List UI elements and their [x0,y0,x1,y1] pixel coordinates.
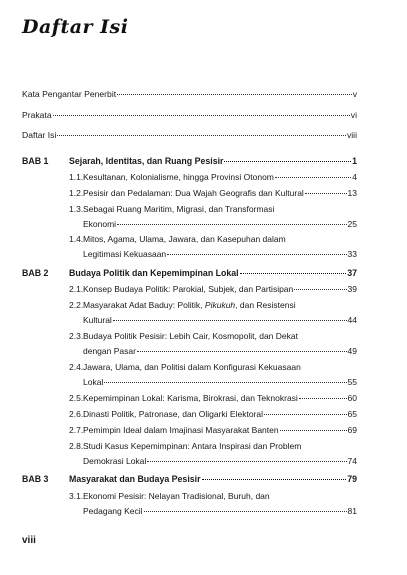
dot-leader [202,479,347,480]
toc-chapter-1[interactable]: BAB 1 Sejarah, Identitas, dan Ruang Pesisir 1 [22,156,357,166]
dot-leader [264,414,347,415]
dot-leader [57,135,346,136]
toc-section-2-5[interactable]: 2.5. Kepemimpinan Lokal: Karisma, Birokrasi, dan Teknokrasi 60 [69,393,357,403]
toc-section-1-1[interactable]: 1.1. Kesultanan, Kolonialisme, hingga Provinsi Otonom 4 [69,172,357,182]
dot-leader [224,161,351,162]
toc-entry-daftar-isi[interactable]: Daftar Isi viii [22,130,357,140]
toc-section-2-7[interactable]: 2.7. Pemimpin Ideal dalam Imajinasi Masyarakat Banten 69 [69,425,357,435]
toc-entry-prakata[interactable]: Prakata vi [22,110,357,120]
dot-leader [137,351,347,352]
dot-leader [117,224,346,225]
toc-section-2-1[interactable]: 2.1. Konsep Budaya Politik: Parokial, Subjek, dan Partisipan 39 [69,284,357,294]
dot-leader [167,254,346,255]
dot-leader [104,382,346,383]
toc-section-3-1[interactable]: 3.1. Ekonomi Pesisir: Nelayan Tradisional, Buruh, dan Pedagang Kecil 81 [69,491,357,516]
toc-section-2-4[interactable]: 2.4. Jawara, Ulama, dan Politisi dalam Konfigurasi Kekuasaan Lokal 55 [69,362,357,387]
toc-section-1-2[interactable]: 1.2. Pesisir dan Pedalaman: Dua Wajah Geografis dan Kultural 13 [69,188,357,198]
toc-entry-kata-pengantar[interactable]: Kata Pengantar Penerbit v [22,89,357,99]
dot-leader [240,273,347,274]
toc-section-1-3[interactable]: 1.3. Sebagai Ruang Maritim, Migrasi, dan Transformasi Ekonomi 25 [69,204,357,229]
toc-chapter-2[interactable]: BAB 2 Budaya Politik dan Kepemimpinan Lokal 37 [22,268,357,278]
toc-section-2-2[interactable]: 2.2. Masyarakat Adat Baduy: Politik, Pikukuh, dan Resistensi Kultural 44 [69,300,357,325]
page-number: viii [22,535,36,546]
toc-section-1-4[interactable]: 1.4. Mitos, Agama, Ulama, Jawara, dan Kasepuhan dalam Legitimasi Kekuasaan 33 [69,234,357,259]
toc-chapter-3[interactable]: BAB 3 Masyarakat dan Budaya Pesisir 79 [22,474,357,484]
dot-leader [113,320,347,321]
dot-leader [53,115,350,116]
toc-section-2-8[interactable]: 2.8. Studi Kasus Kepemimpinan: Antara Inspirasi dan Problem Demokrasi Lokal 74 [69,441,357,466]
dot-leader [117,94,352,95]
dot-leader [294,289,346,290]
toc-section-2-3[interactable]: 2.3. Budaya Politik Pesisir: Lebih Cair, Kosmopolit, dan Dekat dengan Pasar 49 [69,331,357,356]
dot-leader [305,193,347,194]
dot-leader [144,511,347,512]
dot-leader [275,177,351,178]
dot-leader [280,430,347,431]
dot-leader [147,461,346,462]
page-title: Daftar Isi [22,16,129,38]
dot-leader [299,398,347,399]
toc-section-2-6[interactable]: 2.6. Dinasti Politik, Patronase, dan Oligarki Elektoral 65 [69,409,357,419]
